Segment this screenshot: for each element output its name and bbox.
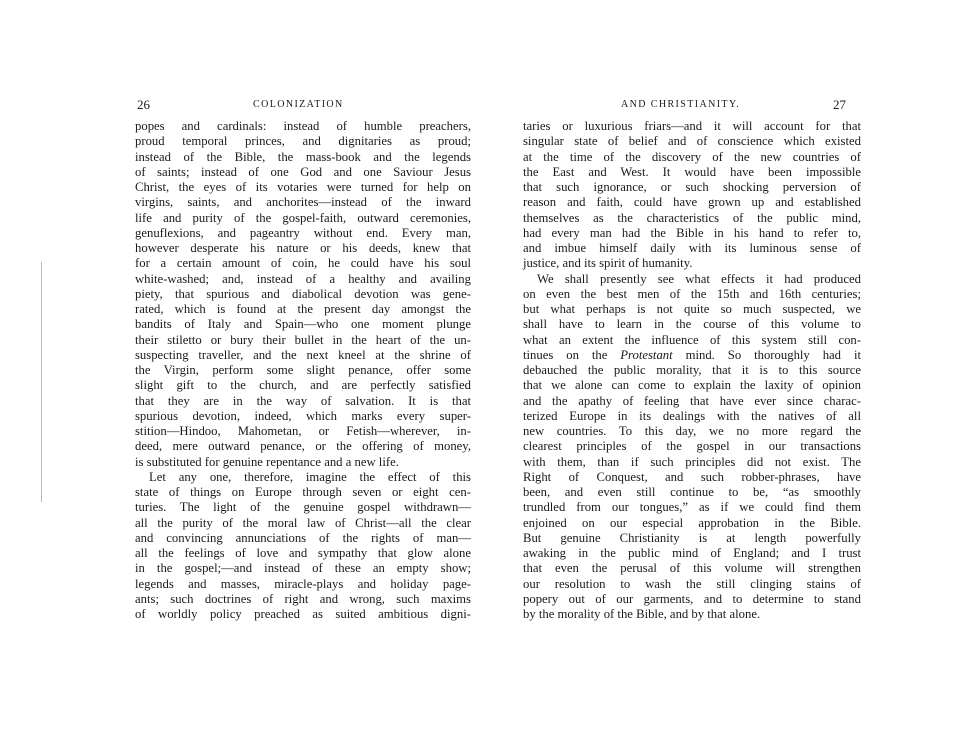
text-line: that such ignorance, or such shocking perversion of [523, 180, 861, 194]
text-line: Christ, the eyes of its votaries were turned for help on [135, 180, 471, 194]
text-line: trundled from our tongues,” as if we could find them [523, 500, 861, 515]
text-line: But genuine Christianity is at length powerfully [523, 530, 861, 545]
text-line: of saints; instead of one God and one Saviour Jesus [135, 164, 471, 179]
text-line: clearest principles of the gospel in our transactions [523, 439, 861, 454]
text-line: by the morality of the Bible, and by that alone. [523, 607, 761, 621]
text-line: popes and cardinals: instead of humble preachers, [135, 119, 471, 133]
text-line: tinues on the Protestant mind. So thoroughly had it [523, 347, 861, 362]
text-line: what an extent the influence of this system still con- [523, 332, 861, 347]
text-line: however desperate his nature or his deeds, knew that [135, 241, 471, 255]
text-line: themselves as the characteristics of the public mind, [523, 210, 861, 225]
text-line: state of things on Europe through seven or eight cen- [135, 485, 471, 499]
right-page [490, 0, 980, 731]
text-line: that we alone can come to explain the laxity of opinion [523, 378, 861, 393]
text-line: but what perhaps is not quite so much suspected, we [523, 302, 861, 316]
text-line: new countries. To this day, we no more regard the [523, 424, 861, 438]
text-line: been, and even still continue to be, “as smoothly [523, 485, 861, 499]
text-line: debauched the public morality, that it is to this source [523, 363, 861, 377]
text-line: reason and faith, could have grown up and established [523, 195, 861, 210]
text-line: awaking in the public mind of England; and I trust [523, 546, 861, 560]
body-text-left [135, 119, 471, 622]
page-number-left: 26 [137, 97, 150, 112]
text-line: all the feelings of love and sympathy that glow alone [135, 546, 471, 560]
text-line: terized Europe in its dealings with the natives of all [523, 408, 861, 423]
text-line: slight gift to the church, and are perfectly satisfied [135, 378, 471, 393]
text-line: and imbue himself daily with its luminous sense of [523, 241, 861, 255]
text-line: turies. The light of the genuine gospel withdrawn— [135, 500, 471, 515]
margin-rule [41, 262, 42, 502]
text-line: is substituted for genuine repentance and a new life. [135, 454, 399, 469]
text-line: our resolution to wash the still clinging stains of [523, 576, 861, 591]
text-line: the East and West. It would have been impossible [523, 164, 861, 179]
text-line: life and purity of the gospel-faith, outward ceremonies, [135, 210, 471, 225]
text-line: in the gospel;—and instead of these an empty show; [135, 561, 471, 576]
text-line: popery out of our garments, and to determine to stand [523, 591, 861, 606]
running-head-right: AND CHRISTIANITY. [621, 99, 741, 110]
text-line: with them, than if such principles did not exist. The [523, 454, 861, 469]
text-line: their stiletto or bury their bullet in the heart of the un- [135, 332, 471, 347]
page-number-right: 27 [833, 97, 846, 112]
text-line: Let any one, therefore, imagine the effect of this [149, 469, 471, 484]
text-line: had every man had the Bible in his hand to refer to, [523, 225, 861, 240]
running-head-left: COLONIZATION [253, 99, 344, 110]
text-line: instead of the Bible, the mass-book and the legends [135, 149, 471, 164]
text-line: all the purity of the moral law of Christ—all the clear [135, 515, 471, 530]
text-line: and convincing annunciations of the rights of man— [135, 530, 471, 545]
text-line: suspecting traveller, and the next kneel at the shrine of [135, 347, 471, 362]
text-line: proud temporal princes, and dignitaries as proud; [135, 134, 471, 149]
text-line: We shall presently see what effects it had produced [537, 271, 861, 286]
text-line: stition—Hindoo, Mahometan, or Fetish—wherever, in- [135, 424, 471, 438]
text-line: bandits of Italy and Spain—who one moment plunge [135, 317, 471, 332]
text-line: taries or luxurious friars—and it will account for that [523, 119, 861, 133]
text-line: genuflexions, and pageantry without end. Every man, [135, 225, 471, 240]
text-line: virgins, saints, and anchorites—instead of the inward [135, 195, 471, 210]
text-line: at the time of the discovery of the new countries of [523, 149, 861, 164]
text-line: piety, that spurious and diabolical devotion was gene- [135, 286, 471, 301]
text-line: for a certain amount of coin, he could have his soul [135, 256, 471, 271]
text-line: on even the best men of the 15th and 16th centuries; [523, 286, 861, 301]
text-line: that even the perusal of this volume will strengthen [523, 561, 861, 576]
body-text-right [523, 119, 861, 622]
text-line: ants; such doctrines of right and wrong, such maxims [135, 591, 471, 606]
text-line: justice, and its spirit of humanity. [523, 256, 693, 271]
text-line: white-washed; and, instead of a healthy and availing [135, 271, 471, 286]
text-line: spurious devotion, indeed, which marks every super- [135, 408, 471, 423]
text-line: legends and masses, miracle-plays and holiday page- [135, 576, 471, 591]
text-line: of worldly policy preached as suited ambitious digni- [135, 607, 471, 621]
text-line: that they are in the way of salvation. It is that [135, 393, 471, 408]
text-line: shall have to learn in the course of this volume to [523, 317, 861, 332]
text-line: rated, which is found at the present day amongst the [135, 302, 471, 316]
text-line: enjoined on our especial approbation in the Bible. [523, 515, 861, 530]
text-line: Right of Conquest, and such robber-phrases, have [523, 469, 861, 484]
text-line: singular state of belief and of conscience which existed [523, 134, 861, 149]
text-line: deed, mere outward penance, or the offering of money, [135, 439, 471, 454]
text-line: and the apathy of feeling that have ever since charac- [523, 393, 861, 408]
text-line: the Virgin, perform some slight penance, offer some [135, 363, 471, 377]
